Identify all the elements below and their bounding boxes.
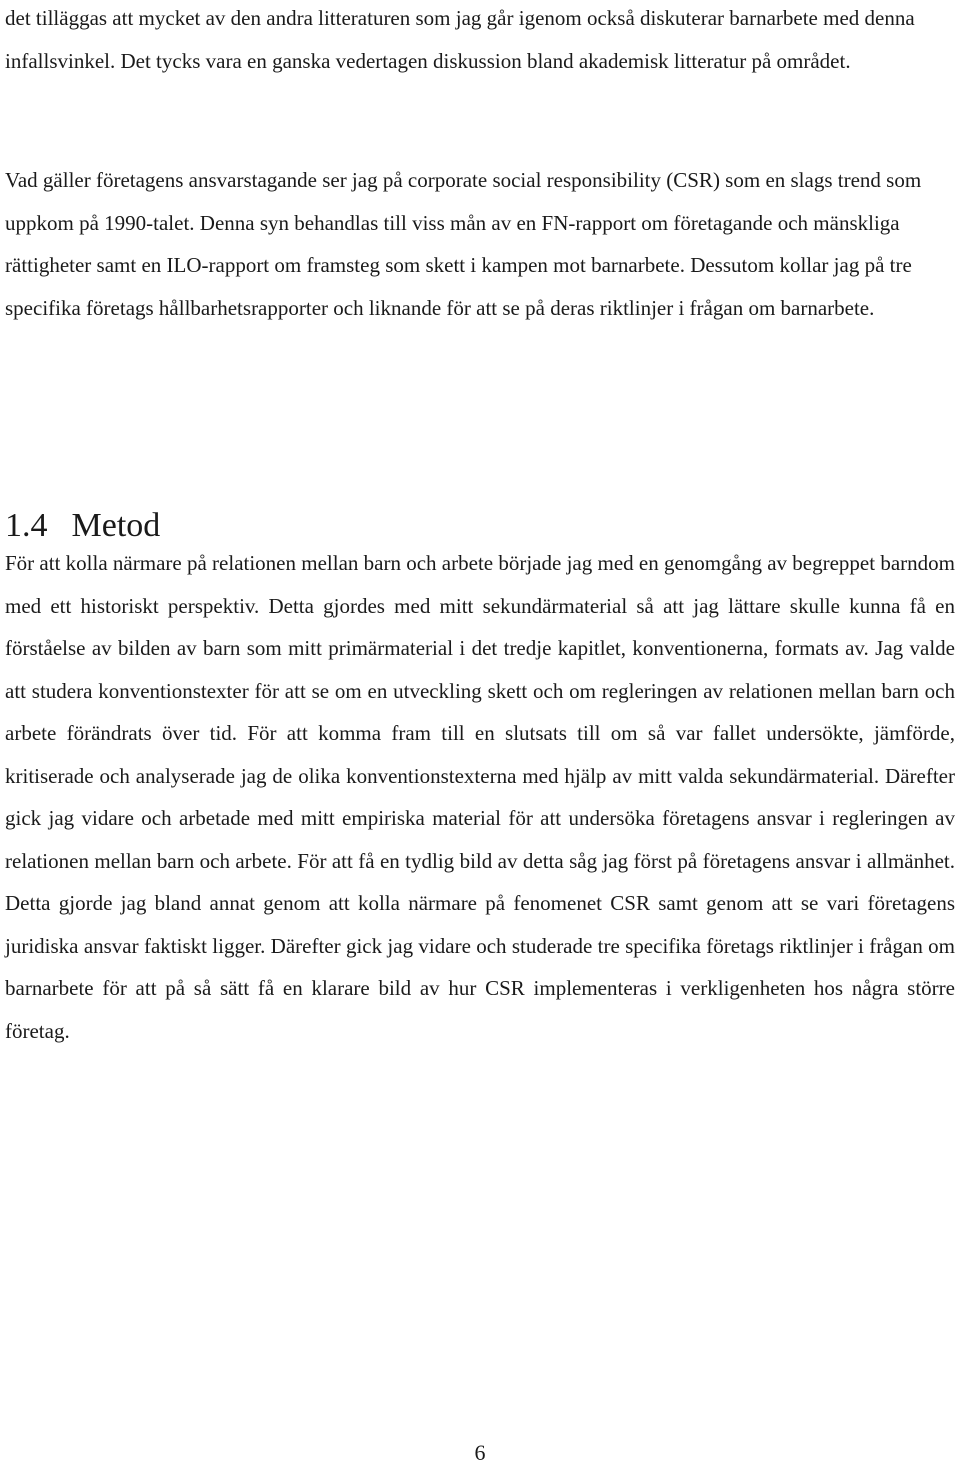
body-paragraph-intro: det tilläggas att mycket av den andra litteraturen som jag går igenom också diskuterar barnarbete med denna infallsvinkel. Det tycks vara en ganska vedertagen diskussion bland akademisk litteratur på området. [5,6,915,73]
body-paragraph-method: För att kolla närmare på relationen mellan barn och arbete började jag med en genomgång av begreppet barndom med ett historiskt perspektiv. Detta gjordes med mitt sekundärmaterial så att jag lättare skulle kunna få en förståelse av bilden av barn som mitt primärmaterial i det tredje kapitlet, konventionerna, formats av. Jag valde att studera konventionstexter för att se om en utveckling skett och om regleringen av relationen mellan barn och arbete förändrats över tid. För att komma fram till en slutsats till om så var fallet undersökte, jämförde, kritiserade och analyserade jag de olika konventionstexterna med hjälp av mitt valda sekundärmaterial. Därefter gick jag vidare och arbetade med mitt empiriska material för att undersöka företagens ansvar i regleringen av relationen mellan barn och arbete. För att få en tydlig bild av detta såg jag först på företagens ansvar i allmänhet. Detta gjorde jag bland annat genom att kolla närmare på fenomenet CSR samt genom att se vari företagens juridiska ansvar faktiskt ligger. Därefter gick jag vidare och studerade tre specifika företags riktlinjer i frågan om barnarbete för att på så sätt få en klarare bild av hur CSR implementeras i verkligenheten hos några större företag. [5,551,955,1043]
page-number: 6 [474,1440,486,1465]
section-number: 1.4 [5,507,48,544]
body-paragraph-csr: Vad gäller företagens ansvarstagande ser jag på corporate social responsibility (CSR) som en slags trend som uppkom på 1990-talet. Denna syn behandlas till viss mån av en FN-rapport om företagande och mänskliga rättigheter samt en ILO-rapport om framsteg som skett i kampen mot barnarbete. Dessutom kollar jag på tre specifika företags hållbarhetsrapporter och liknande för att se på deras riktlinjer i frågan om barnarbete. [5,168,922,320]
section-title: Metod [71,507,161,544]
